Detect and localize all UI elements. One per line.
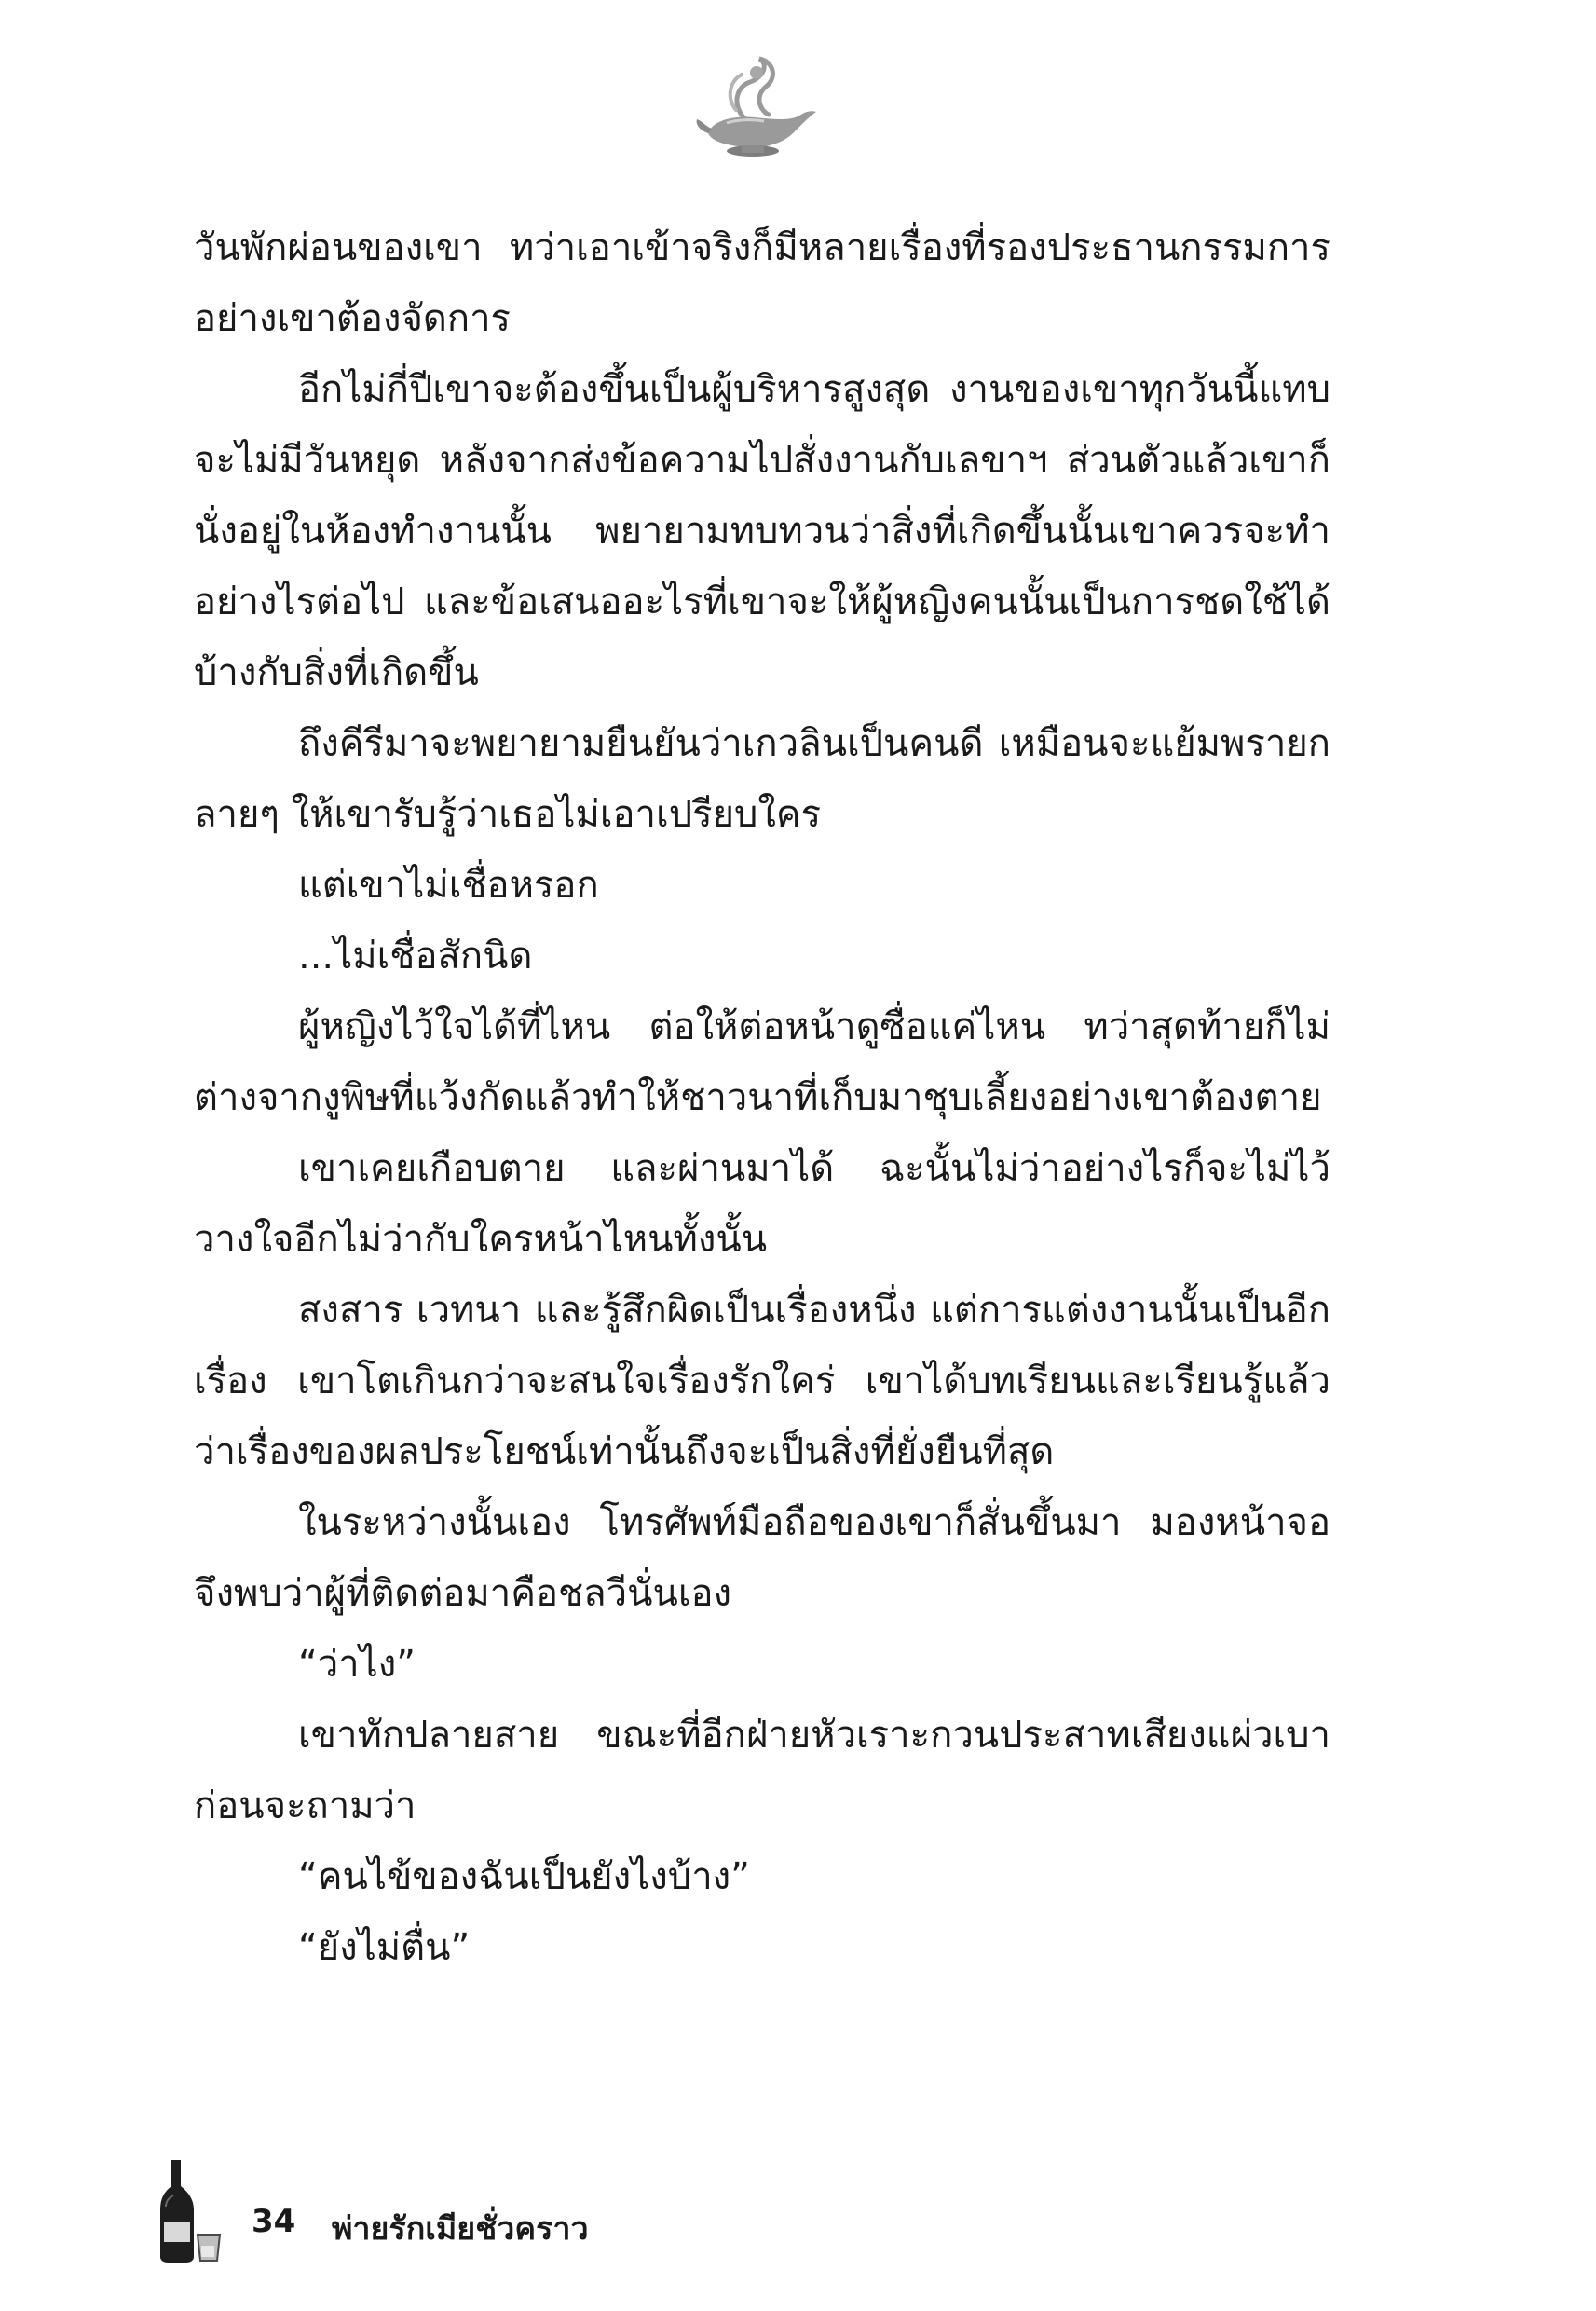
wine-bottle-glass-icon xyxy=(158,2160,224,2263)
paragraph: “คนไข้ของฉันเป็นยังไงบ้าง” xyxy=(298,1855,750,1898)
paragraph: วันพักผ่อนของเขา ทว่าเอาเข้าจริงก็มีหลายเรื่องที่รองประธานกรรมการอย่างเขาต้องจัดการ xyxy=(194,226,1330,340)
paragraph: “ว่าไง” xyxy=(298,1643,416,1686)
paragraph: ...ไม่เชื่อสักนิด xyxy=(298,935,533,978)
page-number: 34 xyxy=(252,2203,296,2240)
paragraph: เขาทักปลายสาย ขณะที่อีกฝ่ายหัวเราะกวนประสาทเสียงแผ่วเบาก่อนจะถามว่า xyxy=(194,1714,1330,1827)
genie-lamp-icon xyxy=(680,54,829,166)
paragraph: แต่เขาไม่เชื่อหรอก xyxy=(298,864,599,907)
paragraph: อีกไม่กี่ปีเขาจะต้องขึ้นเป็นผู้บริหารสูงสุด งานของเขาทุกวันนี้แทบจะไม่มีวันหยุด หลังจากส่งข้อความไปสั่งงานกับเลขาฯ ส่วนตัวแล้วเขาก็นั่งอยู่ในห้องทำงานนั้น พยายามทบทวนว่าสิ่งที่เกิดขึ้นนั้นเขาควรจะทำอย่างไรต่อไป และข้อเสนออะไรที่เขาจะให้ผู้หญิงคนนั้นเป็นการชดใช้ได้บ้างกับสิ่งที่เกิดขึ้น xyxy=(194,368,1330,694)
paragraph: “ยังไม่ตื่น” xyxy=(298,1926,471,1969)
paragraph: ในระหว่างนั้นเอง โทรศัพท์มือถือของเขาก็สั่นขึ้นมา มองหน้าจอจึงพบว่าผู้ที่ติดต่อมาคือชลวีนั่นเอง xyxy=(194,1501,1330,1615)
book-title: พ่ายรักเมียชั่วคราว xyxy=(332,2210,589,2248)
paragraph: สงสาร เวทนา และรู้สึกผิดเป็นเรื่องหนึ่ง แต่การแต่งงานนั้นเป็นอีกเรื่อง เขาโตเกินกว่าจะสนใจเรื่องรักใคร่ เขาได้บทเรียนและเรียนรู้แล้วว่าเรื่องของผลประโยชน์เท่านั้นถึงจะเป็นสิ่งที่ยั่งยืนที่สุด xyxy=(194,1289,1330,1473)
paragraph: ผู้หญิงไว้ใจได้ที่ไหน ต่อให้ต่อหน้าดูซื่อแค่ไหน ทว่าสุดท้ายก็ไม่ต่างจากงูพิษที่แว้งกัดแล้วทำให้ชาวนาที่เก็บมาชุบเลี้ยงอย่างเขาต้องตาย xyxy=(194,1005,1330,1119)
paragraph: ถึงคีรีมาจะพยายามยืนยันว่าเกวลินเป็นคนดี เหมือนจะแย้มพรายกลายๆ ให้เขารับรู้ว่าเธอไม่เอาเปรียบใคร xyxy=(194,722,1330,836)
paragraph: เขาเคยเกือบตาย และผ่านมาได้ ฉะนั้นไม่ว่าอย่างไรก็จะไม่ไว้วางใจอีกไม่ว่ากับใครหน้าไหนทั้งนั้น xyxy=(194,1147,1330,1261)
page-footer xyxy=(158,2160,811,2263)
body-text xyxy=(194,212,1330,1983)
